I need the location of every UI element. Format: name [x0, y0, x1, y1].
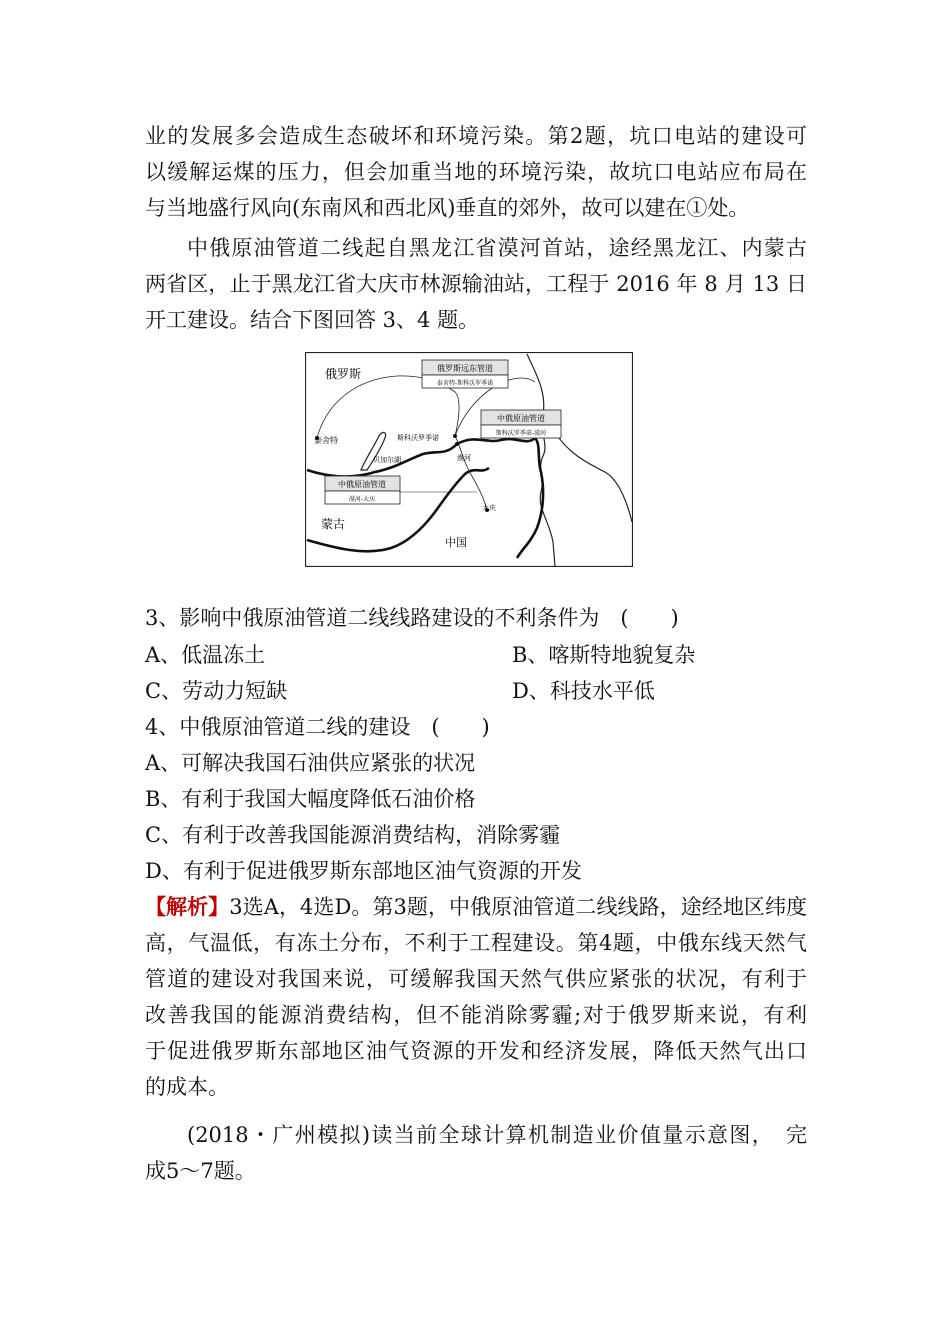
paragraph-3-line-1: (2018・广州模拟)读当前全球计算机制造业价值量示意图， 完 [187, 1123, 807, 1147]
analysis-line-3: 管道的建设对我国来说，可缓解我国天然气供应紧张的状况，有利于 [145, 967, 807, 991]
analysis-line-2: 高，气温低，有冻土分布，不利于工程建设。第4题，中俄东线天然气 [145, 931, 807, 955]
sino1-box-sub: 斯科沃罗季诺-漠河 [495, 430, 547, 437]
question-4-option-b: B、有利于我国大幅度降低石油价格 [145, 787, 476, 811]
analysis-line-4: 改善我国的能源消费结构，但不能消除雾霾;对于俄罗斯来说，有利 [145, 1003, 807, 1027]
analysis-tag: 【解析】 [145, 894, 230, 919]
label-china: 中国 [445, 536, 467, 549]
label-russia: 俄罗斯 [325, 367, 362, 381]
analysis-line-6: 的成本。 [145, 1075, 229, 1099]
label-daqing: 大庆 [482, 504, 496, 512]
question-4-option-a: A、可解决我国石油供应紧张的状况 [145, 751, 476, 775]
question-3-stem: 3、影响中俄原油管道二线线路建设的不利条件为 ( ) [145, 606, 679, 630]
paragraph-1-line-1: 业的发展多会造成生态破坏和环境污染。第2题，坑口电站的建设可 [145, 124, 807, 148]
analysis-line-1 [145, 889, 807, 925]
analysis-line-5: 于促进俄罗斯东部地区油气资源的开发和经济发展，降低天然气出口 [145, 1039, 807, 1063]
label-baikal: 贝加尔湖 [373, 456, 401, 464]
paragraph-1-line-3: 与当地盛行风向(东南风和西北风)垂直的郊外，故可以建在①处。 [145, 196, 750, 220]
sino2-box-title: 中俄原油管道 [338, 480, 386, 489]
label-mohe: 漠河 [457, 454, 471, 462]
espo-box-sub: 泰舍特-斯科沃罗季诺 [436, 380, 494, 387]
paragraph-2-line-1: 中俄原油管道二线起自黑龙江省漠河首站，途经黑龙江、内蒙古 [187, 236, 807, 260]
question-3-option-c: C、劳动力短缺 [145, 679, 288, 703]
mohe-dot [455, 442, 459, 446]
question-3-option-b: B、喀斯特地貌复杂 [512, 643, 696, 667]
paragraph-2-line-2: 两省区，止于黑龙江省大庆市林源输油站，工程于 2016 年 8 月 13 日 [145, 272, 807, 296]
paragraph-2-line-3: 开工建设。结合下图回答 3、4 题。 [145, 308, 480, 332]
question-3-option-d: D、科技水平低 [512, 679, 655, 703]
sino2-box-sub: 漠河-大庆 [348, 496, 376, 503]
pipeline-map-svg [305, 352, 633, 567]
label-taishet: 泰舍特 [314, 436, 338, 445]
question-4-option-d: D、有利于促进俄罗斯东部地区油气资源的开发 [145, 859, 582, 883]
sino1-box-title: 中俄原油管道 [497, 414, 545, 423]
label-mongolia: 蒙古 [321, 517, 346, 531]
analysis-first-text: 3选A，4选D。第3题，中俄原油管道二线线路，途经地区纬度 [229, 895, 807, 919]
label-skovorodino: 斯科沃罗季诺 [397, 434, 439, 442]
paragraph-1-line-2: 以缓解运煤的压力，但会加重当地的环境污染，故坑口电站应布局在 [145, 160, 807, 184]
question-3-option-a: A、低温冻土 [145, 643, 266, 667]
paragraph-3-line-2: 成5～7题。 [145, 1159, 256, 1183]
skovorodino-dot [453, 434, 457, 438]
question-4-stem: 4、中俄原油管道二线的建设 ( ) [145, 715, 490, 739]
pipeline-map [305, 352, 633, 567]
espo-box-title: 俄罗斯远东管道 [437, 364, 493, 373]
question-4-option-c: C、有利于改善我国能源消费结构，消除雾霾 [145, 823, 561, 847]
